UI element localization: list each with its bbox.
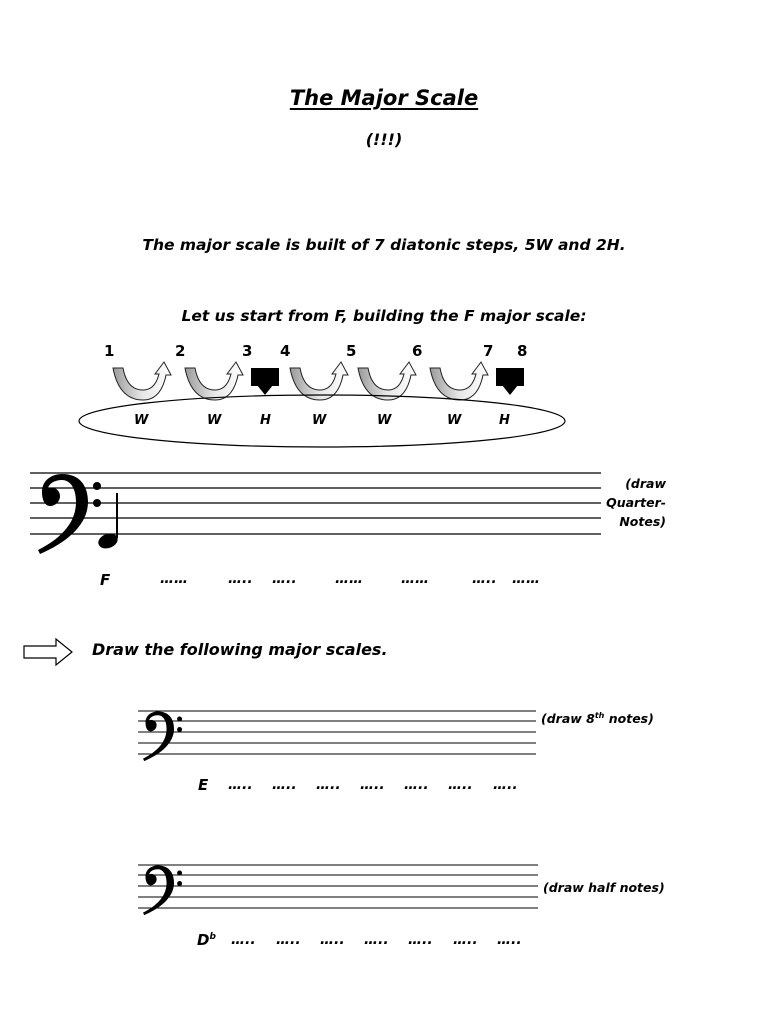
- step-3: H: [260, 413, 271, 428]
- staff-2-blank: …..: [272, 777, 297, 793]
- whole-step-arrow-icon: [185, 362, 243, 400]
- degree-5: 5: [346, 342, 357, 360]
- degree-6: 6: [412, 342, 423, 360]
- whole-step-arrow-icon: [113, 362, 171, 400]
- staff-1: [30, 473, 601, 534]
- half-step-arrow-icon: [251, 368, 279, 395]
- step-1: W: [134, 413, 149, 428]
- step-7: H: [499, 413, 510, 428]
- staff-3-root-letter: D: [197, 931, 210, 949]
- staff-3-blank: …..: [408, 932, 433, 948]
- staff-3: [138, 865, 538, 908]
- step-5: W: [377, 413, 392, 428]
- flat-sign: b: [209, 932, 216, 942]
- staff-1-blank: ……: [335, 571, 363, 587]
- staff-2-side-note: [541, 711, 654, 726]
- degree-3: 3: [242, 342, 253, 360]
- intro-text: The major scale is built of 7 diatonic steps, 5W and 2H.: [142, 236, 626, 254]
- pointer-arrow-icon: [24, 639, 72, 665]
- staff-1-side-note-line-3: Notes): [619, 514, 666, 529]
- page-title-text: The Major Scale: [289, 86, 479, 110]
- staff-2-blank: …..: [404, 777, 429, 793]
- step-4: W: [312, 413, 327, 428]
- step-6: W: [447, 413, 462, 428]
- staff-1-blank: ……: [401, 571, 429, 587]
- staff-2-blank: …..: [493, 777, 518, 793]
- start-text: Let us start from F, building the F major scale:: [181, 307, 587, 325]
- staff-3-blank: …..: [320, 932, 345, 948]
- bass-clef-icon: [38, 474, 101, 554]
- half-step-arrow-icon: [496, 368, 524, 395]
- staff-1-label-root: F: [100, 571, 111, 589]
- whole-step-arrow-icon: [358, 362, 416, 400]
- staff-3-blank: …..: [276, 932, 301, 948]
- staff-2-side-note-post: notes): [604, 711, 654, 727]
- staff-2-blank: …..: [316, 777, 341, 793]
- staff-1-blank: …..: [472, 571, 497, 587]
- whole-step-arrow-icon: [430, 362, 488, 400]
- degree-1: 1: [104, 342, 115, 360]
- staff-1-blank: …..: [228, 571, 253, 587]
- instruction-text: Draw the following major scales.: [92, 640, 388, 659]
- staff-3-blank: …..: [364, 932, 389, 948]
- page-subtitle: (!!!): [365, 130, 403, 149]
- staff-2-side-note-sup: th: [594, 711, 605, 720]
- degree-4: 4: [280, 342, 291, 360]
- degree-7: 7: [483, 342, 494, 360]
- staff-1-blank: ……: [512, 571, 540, 587]
- degree-2: 2: [175, 342, 186, 360]
- staff-2-blank: …..: [360, 777, 385, 793]
- staff-3-blank: …..: [497, 932, 522, 948]
- staff-2: [138, 711, 536, 754]
- staff-1-blank: ……: [160, 571, 188, 587]
- staff-3-side-note: (draw half notes): [543, 880, 665, 895]
- staff-3-blank: …..: [453, 932, 478, 948]
- staff-2-label-root: E: [198, 776, 209, 794]
- staff-1-blank: …..: [272, 571, 297, 587]
- staff-2-blank: …..: [228, 777, 253, 793]
- staff-2-side-note-pre: (draw 8: [541, 711, 595, 727]
- staff-1-side-note-line-2: Quarter-: [606, 495, 666, 510]
- staff-3-blank: …..: [231, 932, 256, 948]
- staff-3-label-root: [197, 931, 216, 949]
- step-2: W: [207, 413, 222, 428]
- degree-8: 8: [517, 342, 528, 360]
- staff-2-blank: …..: [448, 777, 473, 793]
- staff-1-side-note-line-1: (draw: [625, 476, 666, 491]
- whole-step-arrow-icon: [290, 362, 348, 400]
